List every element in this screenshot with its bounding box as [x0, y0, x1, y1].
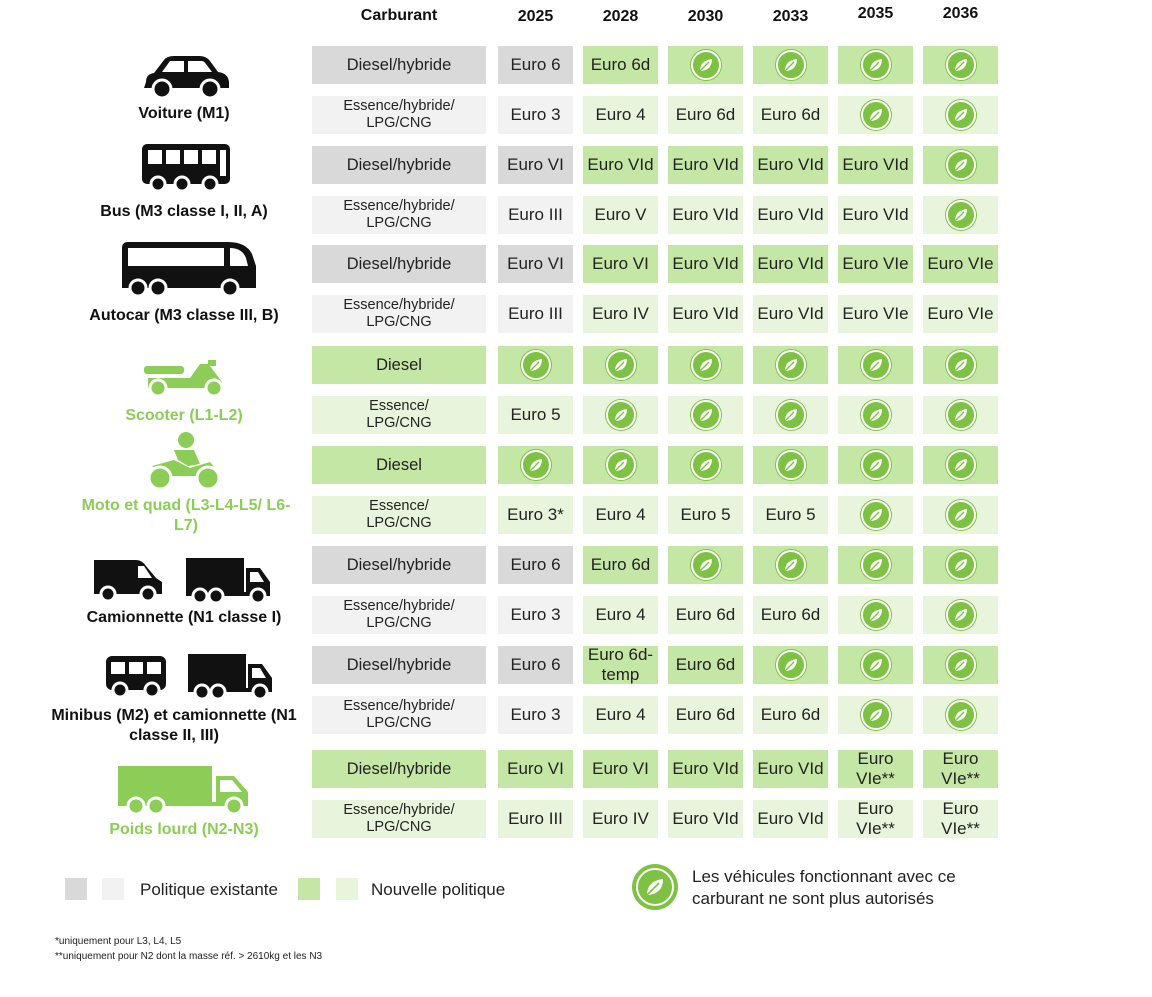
header-year-2036: 2036	[942, 5, 979, 22]
truck-icon	[186, 652, 276, 702]
norm-cell: Euro VId	[753, 800, 828, 838]
banned-cell	[753, 396, 828, 434]
footnote-1: *uniquement pour L3, L4, L5	[55, 936, 182, 947]
leaf-icon	[946, 200, 976, 230]
banned-cell	[753, 346, 828, 384]
heavy-truck-icon	[116, 764, 252, 816]
leaf-icon	[521, 350, 551, 380]
norm-cell: Euro III	[498, 196, 573, 234]
leaf-icon	[691, 550, 721, 580]
minibus-icon	[104, 654, 168, 700]
norm-cell: Euro III	[498, 800, 573, 838]
leaf-icon	[861, 50, 891, 80]
leaf-icon	[691, 50, 721, 80]
banned-cell	[838, 696, 913, 734]
fuel-cell: Essence/ LPG/CNG	[312, 496, 486, 534]
norm-cell: Euro VI	[583, 750, 658, 788]
leaf-icon	[861, 100, 891, 130]
norm-cell: Euro VId	[668, 750, 743, 788]
vehicle-label-scooter: Scooter (L1-L2)	[125, 407, 243, 424]
banned-cell	[583, 346, 658, 384]
legend-new-label: Nouvelle politique	[371, 880, 506, 899]
motorbike-icon	[144, 430, 224, 492]
norm-cell: Euro VId	[753, 295, 828, 333]
banned-cell	[668, 546, 743, 584]
norm-cell: Euro 6	[498, 46, 573, 84]
norm-cell: Euro VI	[498, 750, 573, 788]
leaf-icon	[946, 650, 976, 680]
norm-cell: Euro VIe	[923, 295, 998, 333]
norm-cell: Euro VId	[753, 196, 828, 234]
leaf-icon	[946, 450, 976, 480]
fuel-cell: Diesel/hybride	[312, 646, 486, 684]
leaf-icon	[946, 700, 976, 730]
norm-cell: Euro 6d	[753, 696, 828, 734]
norm-cell: Euro VId	[668, 146, 743, 184]
leaf-icon	[946, 400, 976, 430]
banned-cell	[838, 546, 913, 584]
norm-cell: Euro 3	[498, 596, 573, 634]
truck-icon	[184, 556, 274, 606]
banned-cell	[668, 46, 743, 84]
banned-cell	[923, 546, 998, 584]
legend-new-dark-swatch	[298, 878, 320, 900]
leaf-icon	[861, 600, 891, 630]
fuel-cell: Diesel/hybride	[312, 750, 486, 788]
banned-cell	[753, 446, 828, 484]
norm-cell: Euro 4	[583, 696, 658, 734]
norm-cell: Euro VId	[668, 196, 743, 234]
leaf-icon	[946, 150, 976, 180]
norm-cell: Euro VId	[583, 146, 658, 184]
vehicle-label-poids-lourd: Poids lourd (N2-N3)	[109, 821, 259, 838]
banned-cell	[923, 346, 998, 384]
banned-cell	[923, 196, 998, 234]
fuel-cell: Essence/hybride/ LPG/CNG	[312, 196, 486, 234]
norm-cell: Euro VIe	[838, 295, 913, 333]
norm-cell: Euro 3	[498, 696, 573, 734]
van-icon	[92, 556, 164, 604]
norm-cell: Euro 6	[498, 646, 573, 684]
norm-cell: Euro VIe**	[923, 800, 998, 838]
vehicle-label-minibus: Minibus (M2) et camionnette (N1 classe II, III)	[51, 707, 297, 744]
leaf-icon	[691, 450, 721, 480]
banned-cell	[498, 446, 573, 484]
norm-cell: Euro VI	[583, 245, 658, 283]
fuel-cell: Diesel	[312, 346, 486, 384]
norm-cell: Euro VId	[668, 245, 743, 283]
norm-cell: Euro 4	[583, 496, 658, 534]
leaf-icon	[946, 100, 976, 130]
fuel-cell: Diesel	[312, 446, 486, 484]
banned-cell	[923, 646, 998, 684]
banned-cell	[838, 46, 913, 84]
leaf-icon	[691, 350, 721, 380]
banned-cell	[838, 96, 913, 134]
norm-cell: Euro 6d	[583, 546, 658, 584]
banned-cell	[753, 546, 828, 584]
leaf-icon	[606, 450, 636, 480]
norm-cell: Euro 3*	[498, 496, 573, 534]
norm-cell: Euro 6d	[668, 596, 743, 634]
banned-cell	[923, 696, 998, 734]
banned-cell	[838, 646, 913, 684]
footnote-2: **uniquement pour N2 dont la masse réf. > 2610kg et les N3	[55, 951, 323, 962]
banned-cell	[838, 596, 913, 634]
legend-existing-label: Politique existante	[140, 880, 278, 899]
norm-cell: Euro V	[583, 196, 658, 234]
leaf-icon	[776, 50, 806, 80]
header-year-2033: 2033	[772, 8, 809, 25]
leaf-icon	[776, 350, 806, 380]
leaf-icon	[861, 550, 891, 580]
banned-cell	[838, 496, 913, 534]
legend-existing-light-swatch	[102, 878, 124, 900]
leaf-icon	[861, 450, 891, 480]
banned-cell	[583, 396, 658, 434]
leaf-icon	[606, 400, 636, 430]
leaf-icon	[691, 400, 721, 430]
bus-icon	[140, 142, 232, 194]
norm-cell: Euro VI	[498, 245, 573, 283]
norm-cell: Euro VId	[753, 245, 828, 283]
vehicle-label-voiture: Voiture (M1)	[138, 105, 230, 122]
norm-cell: Euro 6	[498, 546, 573, 584]
banned-cell	[753, 646, 828, 684]
vehicle-label-moto: Moto et quad (L3-L4-L5/ L6-L7)	[81, 497, 291, 534]
norm-cell: Euro 6d- temp	[583, 646, 658, 684]
norm-cell: Euro 6d	[753, 96, 828, 134]
norm-cell: Euro 5	[498, 396, 573, 434]
leaf-icon	[521, 450, 551, 480]
norm-cell: Euro 5	[753, 496, 828, 534]
norm-cell: Euro VIe**	[923, 750, 998, 788]
leaf-icon	[946, 350, 976, 380]
vehicle-label-camionnette: Camionnette (N1 classe I)	[86, 609, 282, 626]
leaf-icon	[861, 350, 891, 380]
banned-cell	[923, 446, 998, 484]
fuel-cell: Essence/ LPG/CNG	[312, 396, 486, 434]
banned-cell	[838, 446, 913, 484]
norm-cell: Euro 4	[583, 596, 658, 634]
leaf-icon	[946, 500, 976, 530]
legend-existing-dark-swatch	[65, 878, 87, 900]
norm-cell: Euro VId	[753, 750, 828, 788]
leaf-icon	[776, 450, 806, 480]
scooter-icon	[142, 352, 230, 398]
norm-cell: Euro VId	[668, 800, 743, 838]
leaf-icon	[861, 650, 891, 680]
norm-cell: Euro VI	[498, 146, 573, 184]
leaf-icon	[861, 400, 891, 430]
fuel-cell: Essence/hybride/ LPG/CNG	[312, 96, 486, 134]
fuel-cell: Diesel/hybride	[312, 546, 486, 584]
fuel-cell: Diesel/hybride	[312, 46, 486, 84]
banned-cell	[838, 396, 913, 434]
leaf-icon	[776, 400, 806, 430]
norm-cell: Euro IV	[583, 800, 658, 838]
fuel-cell: Diesel/hybride	[312, 146, 486, 184]
header-fuel: Carburant	[360, 7, 438, 24]
banned-cell	[668, 396, 743, 434]
norm-cell: Euro 6d	[753, 596, 828, 634]
banned-cell	[923, 96, 998, 134]
leaf-icon	[776, 550, 806, 580]
leaf-icon	[946, 600, 976, 630]
fuel-cell: Essence/hybride/ LPG/CNG	[312, 596, 486, 634]
legend-leaf-icon	[632, 864, 678, 910]
header-year-2030: 2030	[687, 8, 724, 25]
leaf-icon	[861, 500, 891, 530]
banned-cell	[838, 346, 913, 384]
norm-cell: Euro 5	[668, 496, 743, 534]
norm-cell: Euro III	[498, 295, 573, 333]
leaf-icon	[776, 650, 806, 680]
norm-cell: Euro VIe**	[838, 800, 913, 838]
header-year-2025: 2025	[517, 8, 554, 25]
norm-cell: Euro 3	[498, 96, 573, 134]
norm-cell: Euro VId	[838, 146, 913, 184]
legend-leaf-text: Les véhicules fonctionnant avec ce carburant ne sont plus autorisés	[692, 867, 956, 908]
norm-cell: Euro 4	[583, 96, 658, 134]
norm-cell: Euro 6d	[583, 46, 658, 84]
norm-cell: Euro VId	[753, 146, 828, 184]
vehicle-label-autocar: Autocar (M3 classe III, B)	[89, 307, 279, 324]
banned-cell	[923, 146, 998, 184]
banned-cell	[668, 446, 743, 484]
header-year-2028: 2028	[602, 8, 639, 25]
fuel-cell: Diesel/hybride	[312, 245, 486, 283]
norm-cell: Euro VIe	[838, 245, 913, 283]
leaf-icon	[946, 50, 976, 80]
norm-cell: Euro IV	[583, 295, 658, 333]
banned-cell	[753, 46, 828, 84]
leaf-icon	[606, 350, 636, 380]
norm-cell: Euro 6d	[668, 696, 743, 734]
banned-cell	[498, 346, 573, 384]
norm-cell: Euro VIe**	[838, 750, 913, 788]
legend-new-light-swatch	[336, 878, 358, 900]
banned-cell	[583, 446, 658, 484]
car-icon	[140, 52, 232, 100]
banned-cell	[668, 346, 743, 384]
fuel-cell: Essence/hybride/ LPG/CNG	[312, 800, 486, 838]
banned-cell	[923, 46, 998, 84]
banned-cell	[923, 396, 998, 434]
norm-cell: Euro 6d	[668, 646, 743, 684]
banned-cell	[923, 496, 998, 534]
norm-cell: Euro VId	[838, 196, 913, 234]
fuel-cell: Essence/hybride/ LPG/CNG	[312, 295, 486, 333]
norm-cell: Euro 6d	[668, 96, 743, 134]
norm-cell: Euro VId	[668, 295, 743, 333]
leaf-icon	[861, 700, 891, 730]
norm-cell: Euro VIe	[923, 245, 998, 283]
header-year-2035: 2035	[857, 5, 894, 22]
coach-icon	[118, 240, 260, 302]
fuel-cell: Essence/hybride/ LPG/CNG	[312, 696, 486, 734]
vehicle-label-bus: Bus (M3 classe I, II, A)	[100, 203, 268, 220]
banned-cell	[923, 596, 998, 634]
leaf-icon	[946, 550, 976, 580]
